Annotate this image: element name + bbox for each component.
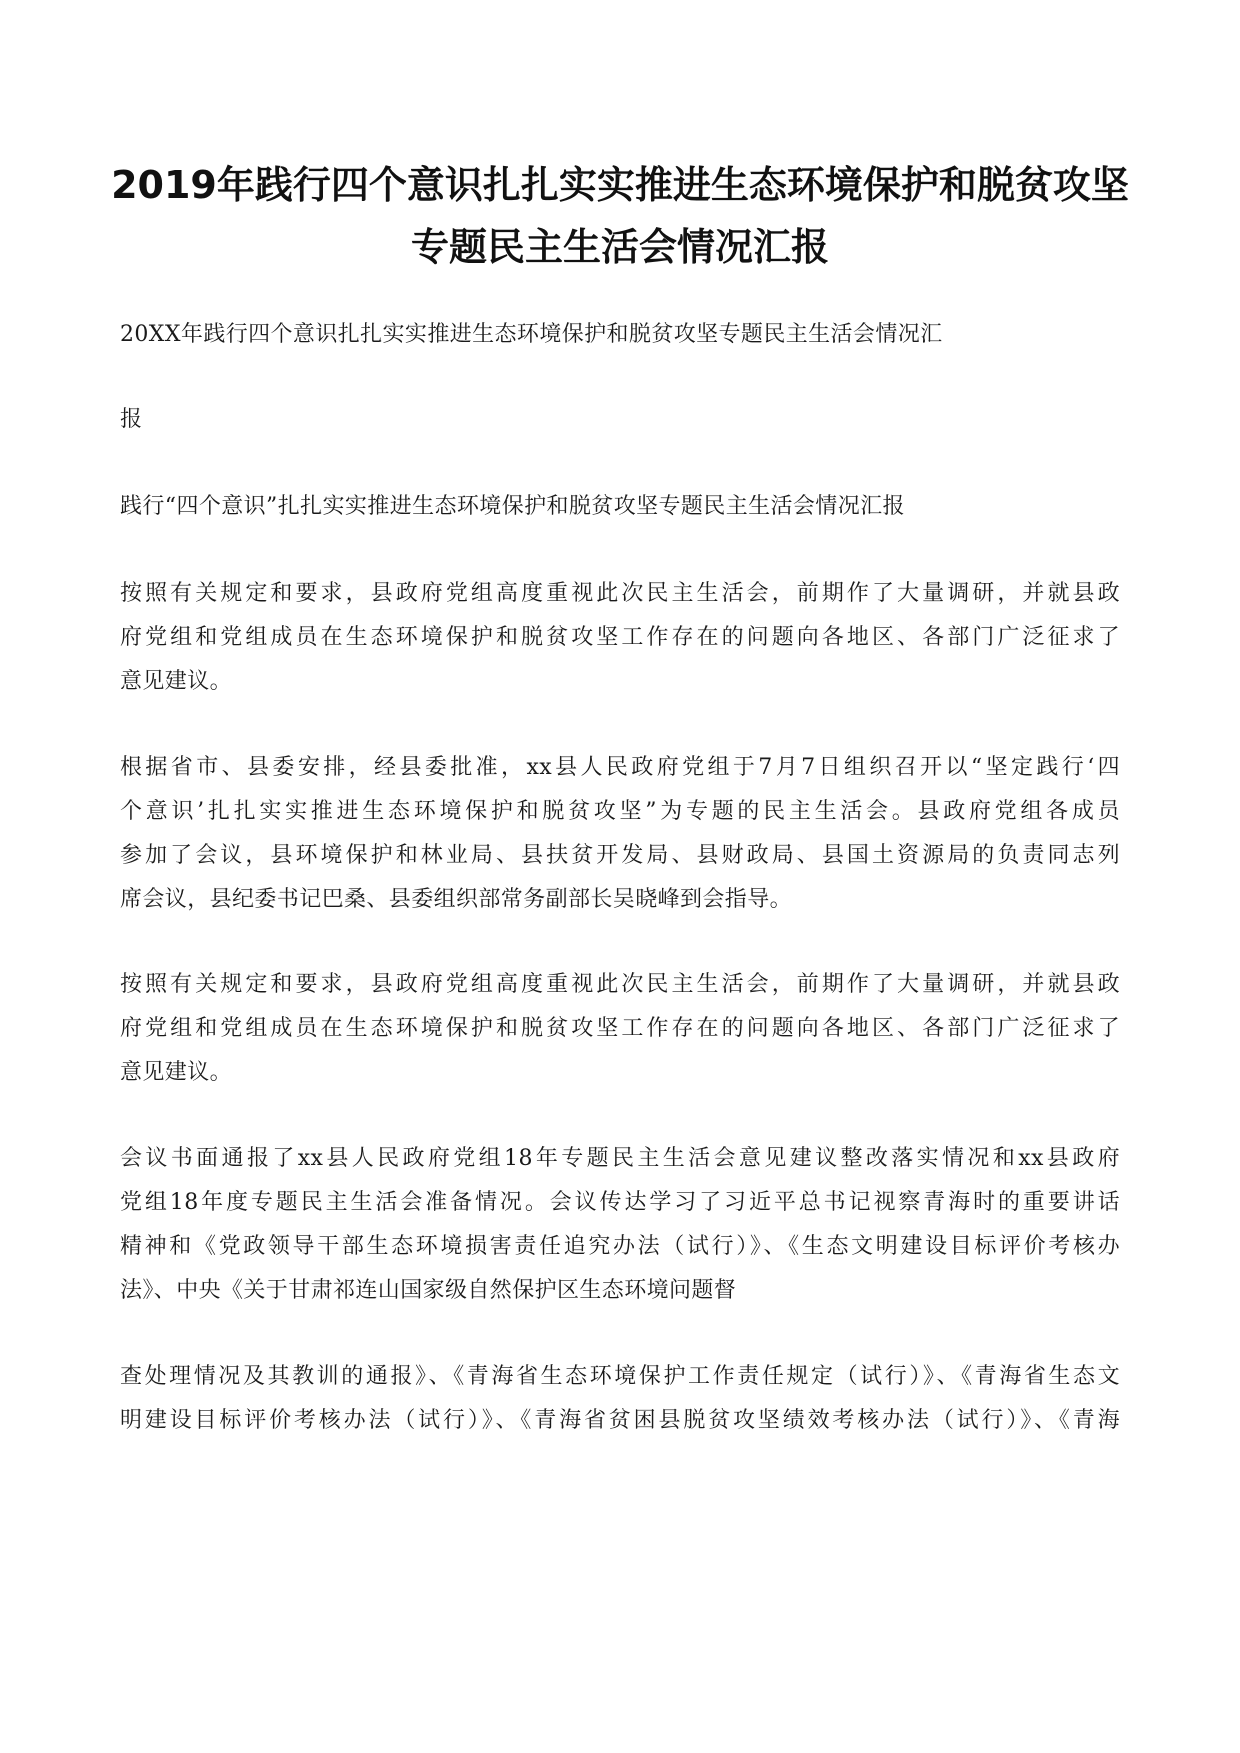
paragraph-line: 意见建议。: [120, 1060, 233, 1085]
paragraph-4: [120, 1137, 1120, 1313]
paragraph-line: 明建设目标评价考核办法（试行）》、《青海省贫困县脱贫攻坚绩效考核办法（试行）》、《青海: [120, 1408, 1120, 1433]
paragraph-1: [120, 572, 1120, 704]
paragraph-line: 根据省市、县委安排，经县委批准，xx县人民政府党组于7月7日组织召开以“坚定践行‘四: [120, 755, 1120, 780]
paragraph-line: 党组18年度专题民主生活会准备情况。会议传达学习了习近平总书记视察青海时的重要讲话: [120, 1190, 1120, 1215]
paragraph-line: 20XX年践行四个意识扎扎实实推进生态环境保护和脱贫攻坚专题民主生活会情况汇: [120, 322, 943, 347]
paragraph-line: 参加了会议，县环境保护和林业局、县扶贫开发局、县财政局、县国土资源局的负责同志列: [120, 843, 1120, 868]
paragraph-line: 会议书面通报了xx县人民政府党组18年专题民主生活会意见建议整改落实情况和xx县政府: [120, 1146, 1120, 1171]
paragraph-line: 府党组和党组成员在生态环境保护和脱贫攻坚工作存在的问题向各地区、各部门广泛征求了: [120, 1016, 1120, 1041]
paragraph-heading-repeat: [120, 313, 1120, 357]
paragraph-line: 席会议，县纪委书记巴桑、县委组织部常务副部长吴晓峰到会指导。: [120, 887, 793, 912]
paragraph-2: [120, 746, 1120, 922]
paragraph-line: 按照有关规定和要求，县政府党组高度重视此次民主生活会，前期作了大量调研，并就县政: [120, 581, 1120, 606]
paragraph-line: 报: [120, 407, 143, 432]
paragraph-line: 法》、中央《关于甘肃祁连山国家级自然保护区生态环境问题督: [120, 1278, 737, 1303]
document-title-line-1: 2019年践行四个意识扎扎实实推进生态环境保护和脱贫攻坚: [111, 163, 1129, 207]
paragraph-5: [120, 1355, 1120, 1443]
paragraph-line: 按照有关规定和要求，县政府党组高度重视此次民主生活会，前期作了大量调研，并就县政: [120, 972, 1120, 997]
paragraph-line: 意见建议。: [120, 669, 233, 694]
paragraph-heading-wrap: [120, 398, 1120, 442]
paragraph-line: 精神和《党政领导干部生态环境损害责任追究办法（试行）》、《生态文明建设目标评价考核办: [120, 1234, 1120, 1259]
paragraph-3: [120, 963, 1120, 1095]
paragraph-line: 个意识’扎扎实实推进生态环境保护和脱贫攻坚”为专题的民主生活会。县政府党组各成员: [120, 799, 1120, 824]
paragraph-line: 践行“四个意识”扎扎实实推进生态环境保护和脱贫攻坚专题民主生活会情况汇报: [120, 494, 905, 519]
paragraph-line: 府党组和党组成员在生态环境保护和脱贫攻坚工作存在的问题向各地区、各部门广泛征求了: [120, 625, 1120, 650]
document-title-line-2: 专题民主生活会情况汇报: [410, 225, 829, 269]
paragraph-line: 查处理情况及其教训的通报》、《青海省生态环境保护工作责任规定（试行）》、《青海省生态文: [120, 1364, 1120, 1389]
paragraph-subtitle: [120, 485, 1120, 529]
